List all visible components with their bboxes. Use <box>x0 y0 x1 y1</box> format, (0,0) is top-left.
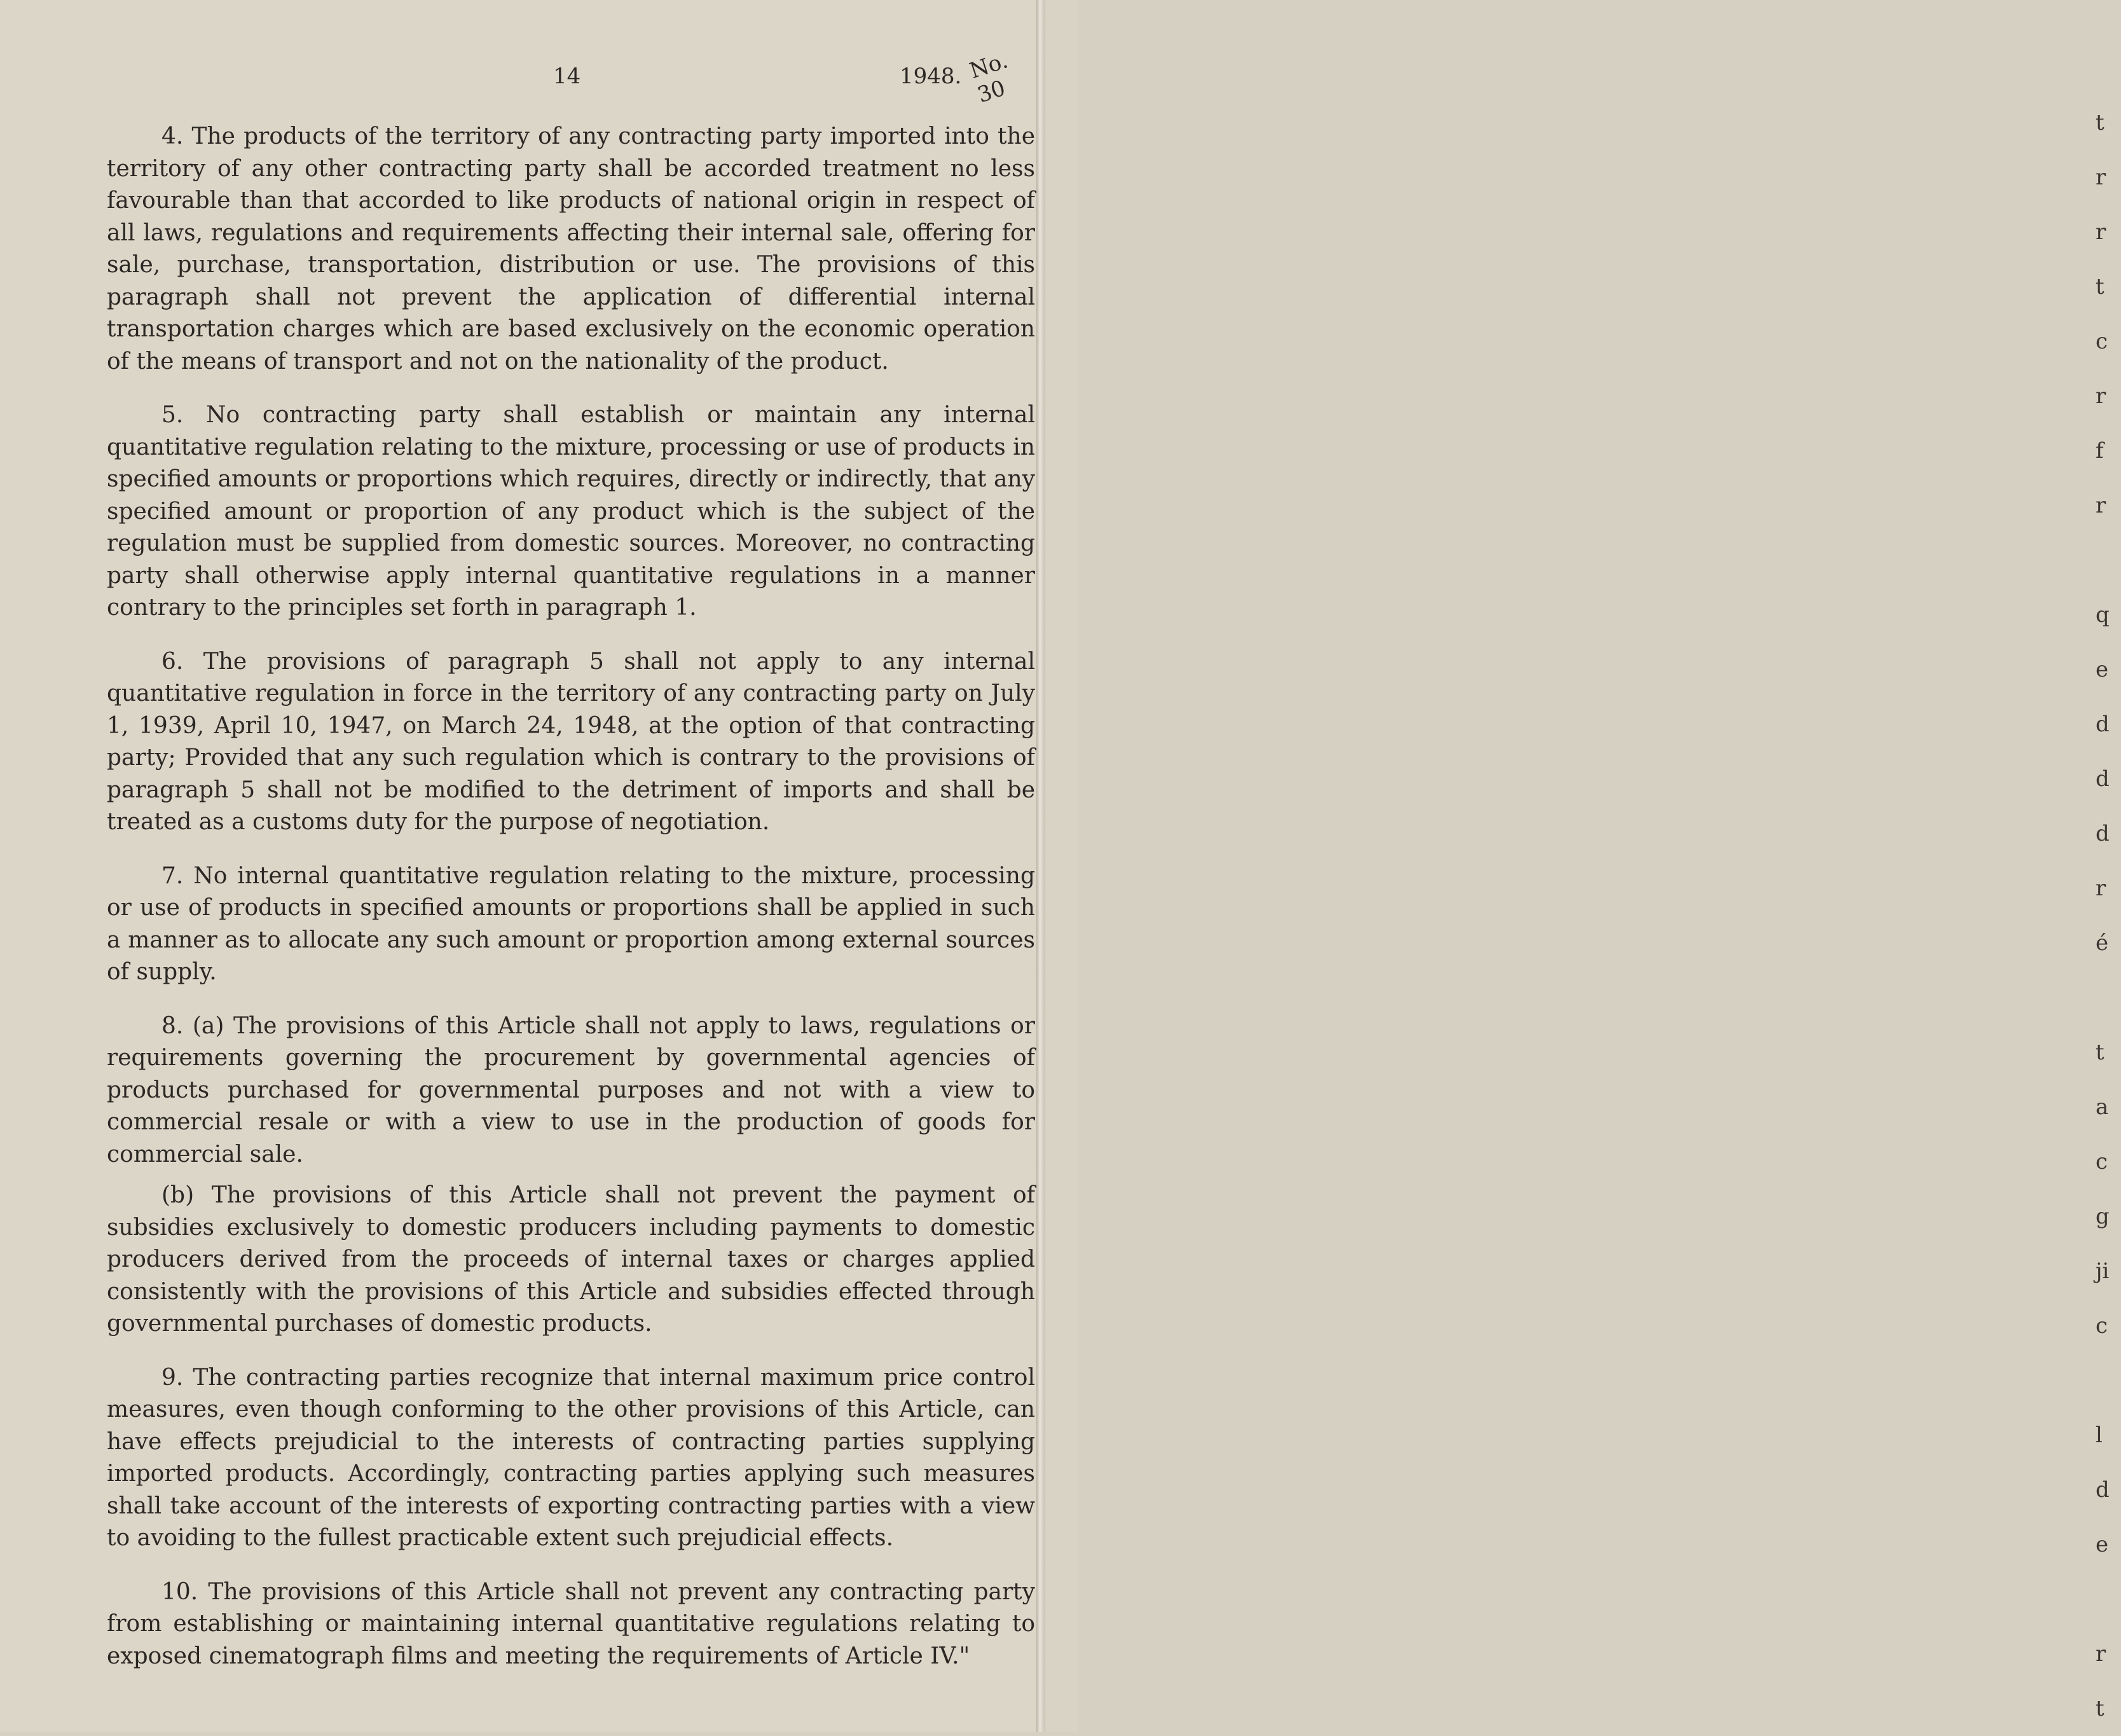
header-year: 1948. <box>900 64 962 89</box>
facing-page-letter: ji <box>2096 1258 2110 1284</box>
facing-page-letter: é <box>2096 930 2109 956</box>
paragraph-7: 7. No internal quantitative regulation relating to the mixture, processing or use of products in specified amounts or proportions shall be applied in such a manner as to allocate any such amount or proportion among external sources of supply. <box>107 862 1035 985</box>
facing-page-letter: q <box>2096 602 2110 628</box>
paragraph-9: 9. The contracting parties recognize that internal maximum price control measures, even though conforming to the other provisions of this Article, can have effects prejudicial to the interests of contracting parties supplying imported products. Accordingly, contracting parties applying such measures shall take account of the interests of exporting contracting parties with a view to avoiding to the fullest practicable extent such prejudicial effects. <box>107 1364 1035 1551</box>
facing-page-letter: r <box>2096 493 2106 518</box>
facing-page-letter: f <box>2096 438 2104 464</box>
facing-page-letter: g <box>2096 1204 2110 1229</box>
facing-page-letter <box>2096 1572 2121 1627</box>
facing-page-letters <box>2096 95 2121 1736</box>
facing-page-letter <box>2096 533 2121 588</box>
page-number: 14 <box>553 64 581 89</box>
facing-page-letter: l <box>2096 1423 2103 1448</box>
paragraph-10: 10. The provisions of this Article shall not prevent any contracting party from establishing or maintaining internal quantitative regulations relating to exposed cinematograph films and meeting the requirements of Article IV." <box>107 1578 1035 1669</box>
facing-page-letter: e <box>2096 1532 2109 1557</box>
facing-page-letter: c <box>2096 1313 2108 1339</box>
facing-page-letter: c <box>2096 329 2108 354</box>
facing-page-letter <box>2096 1353 2121 1408</box>
paragraph-4: 4. The products of the territory of any contracting party imported into the territory of any other contracting party shall be accorded treatment no less favourable than that accorded to like products of national origin in respect of all laws, regulations and requirements affecting their internal sale, offering for sale, purchase, transportation, distribution or use. The provisions of this paragraph shall not prevent the application of differential internal transportation charges which are based exclusively on the economic operation of the means of transport and not on the nationality of the product. <box>107 123 1035 375</box>
paragraph-6: 6. The provisions of paragraph 5 shall not apply to any internal quantitative regulation in force in the territory of any contracting party on July 1, 1939, April 10, 1947, on March 24, 1948, at the option of that contracting party; Provided that any such regulation which is contrary to the provisions of paragraph 5 shall not be modified to the detriment of imports and shall be treated as a customs duty for the purpose of negotiation. <box>107 648 1035 835</box>
book-spine <box>1036 0 1045 1732</box>
facing-page-letter: d <box>2096 766 2110 792</box>
facing-page-letter: d <box>2096 1477 2110 1503</box>
facing-page-letter: e <box>2096 657 2109 682</box>
facing-page-edge <box>1045 0 2110 1732</box>
facing-page-letter: r <box>2096 876 2106 901</box>
document-page <box>0 0 1036 1732</box>
facing-page-letter: r <box>2096 165 2106 190</box>
paragraph-8b: (b) The provisions of this Article shall not prevent the payment of subsidies exclusively to domestic producers including payments to domestic producers derived from the proceeds of internal taxes or charges applied consistently with the provisions of this Article and subsidies effected through governmental purchases of domestic products. <box>107 1182 1035 1337</box>
facing-page-letter: t <box>2096 110 2104 135</box>
facing-page-letter: r <box>2096 383 2106 409</box>
facing-page-letter: c <box>2096 1149 2108 1175</box>
facing-page-letter: d <box>2096 821 2110 846</box>
header-number: No. 30 <box>966 48 1012 108</box>
facing-page-letter: a <box>2096 1094 2109 1120</box>
document-body <box>107 121 1035 1694</box>
facing-page-letter: r <box>2096 1641 2106 1667</box>
paragraph-5: 5. No contracting party shall establish or maintain any internal quantitative regulation relating to the mixture, processing or use of products in specified amounts or proportions which requires, directly or indirectly, that any specified amount or proportion of any product which is the subject of the regulation must be supplied from domestic sources. Moreover, no contracting party shall otherwise apply internal quantitative regulations in a manner contrary to the principles set forth in paragraph 1. <box>107 402 1035 621</box>
paragraph-8a: 8. (a) The provisions of this Article shall not apply to laws, regulations or requirements governing the procurement by governmental agencies of products purchased for governmental purposes and not with a view to commercial resale or with a view to use in the production of goods for commercial sale. <box>107 1012 1035 1168</box>
page-header <box>0 48 1036 108</box>
facing-page-letter: t <box>2096 274 2104 300</box>
facing-page-letter: t <box>2096 1040 2104 1065</box>
facing-page-letter: t <box>2096 1696 2104 1721</box>
facing-page-letter: d <box>2096 712 2110 737</box>
facing-page-letter: r <box>2096 219 2106 245</box>
facing-page-letter <box>2096 970 2121 1025</box>
